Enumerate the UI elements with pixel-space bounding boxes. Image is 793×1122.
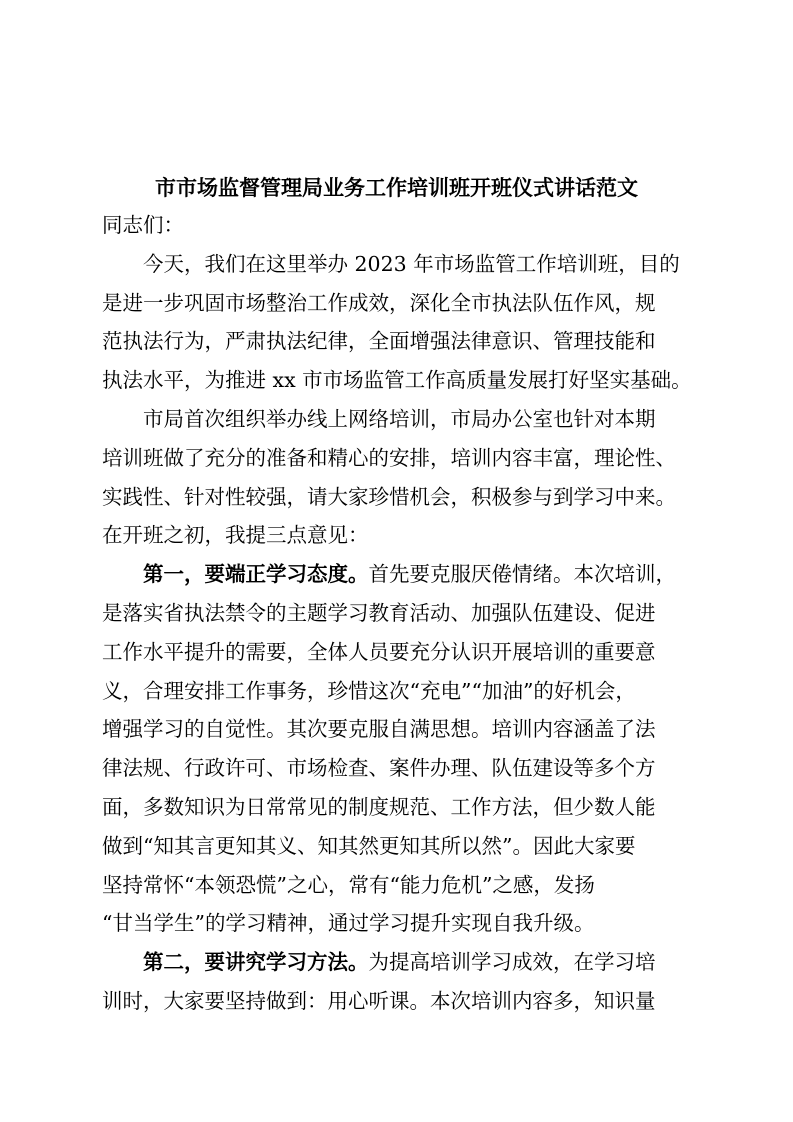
paragraph-4-line-1 bbox=[102, 943, 692, 982]
paragraph-1-line-4: 执法水平，为推进 xx 市市场监管工作高质量发展打好坚实基础。 bbox=[102, 368, 692, 393]
paragraph-3-line-4: 义，合理安排工作事务，珍惜这次“充电”“加油”的好机会， bbox=[102, 678, 636, 703]
paragraph-2-line-1: 市局首次组织举办线上网络培训，市局办公室也针对本期 bbox=[143, 406, 656, 431]
paragraph-3-line-6: 律法规、行政许可、市场检查、案件办理、队伍建设等多个方 bbox=[102, 756, 656, 781]
paragraph-3-line-8: 做到“知其言更知其义、知其然更知其所以然”。因此大家要 bbox=[102, 833, 636, 858]
paragraph-3-line-7: 面，多数知识为日常常见的制度规范、工作方法，但少数人能 bbox=[102, 794, 656, 819]
section-heading-1: 第一，要端正学习态度。 bbox=[143, 562, 369, 587]
paragraph-3-line-5: 增强学习的自觉性。其次要克服自满思想。培训内容涵盖了法 bbox=[102, 717, 656, 742]
paragraph-3-line-10: “甘当学生”的学习精神，通过学习提升实现自我升级。 bbox=[102, 911, 595, 936]
paragraph-2-line-4: 在开班之初，我提三点意见： bbox=[102, 523, 369, 548]
paragraph-3-line-9: 坚持常怀“本领恐慌”之心，常有“能力危机”之感，发扬 bbox=[102, 872, 595, 897]
document-body bbox=[102, 206, 692, 1021]
paragraph-1-line-3: 范执法行为，严肃执法纪律，全面增强法律意识、管理技能和 bbox=[102, 329, 656, 354]
paragraph-4-line-2: 训时，大家要坚持做到：用心听课。本次培训内容多，知识量 bbox=[102, 988, 656, 1013]
paragraph-4-first-rest: 为提高培训学习成效，在学习培 bbox=[368, 950, 656, 975]
paragraph-1-line-1: 今天，我们在这里举办 2023 年市场监管工作培训班，目的 bbox=[143, 251, 680, 276]
paragraph-2-line-2: 培训班做了充分的准备和精心的安排，培训内容丰富，理论性、 bbox=[102, 445, 676, 470]
paragraph-1-line-2: 是进一步巩固市场整治工作成效，深化全市执法队伍作风，规 bbox=[102, 290, 656, 315]
section-heading-2: 第二，要讲究学习方法。 bbox=[143, 950, 369, 975]
paragraph-3-first-rest: 首先要克服厌倦情绪。本次培训， bbox=[368, 562, 676, 587]
salutation: 同志们： bbox=[102, 213, 184, 237]
paragraph-3-line-1 bbox=[102, 555, 692, 594]
paragraph-2-line-3: 实践性、针对性较强，请大家珍惜机会，积极参与到学习中来。 bbox=[102, 484, 676, 509]
paragraph-3-line-3: 工作水平提升的需要，全体人员要充分认识开展培训的重要意 bbox=[102, 639, 656, 664]
paragraph-3-line-2: 是落实省执法禁令的主题学习教育活动、加强队伍建设、促进 bbox=[102, 600, 656, 625]
document-title: 市市场监督管理局业务工作培训班开班仪式讲话范文 bbox=[155, 175, 638, 200]
